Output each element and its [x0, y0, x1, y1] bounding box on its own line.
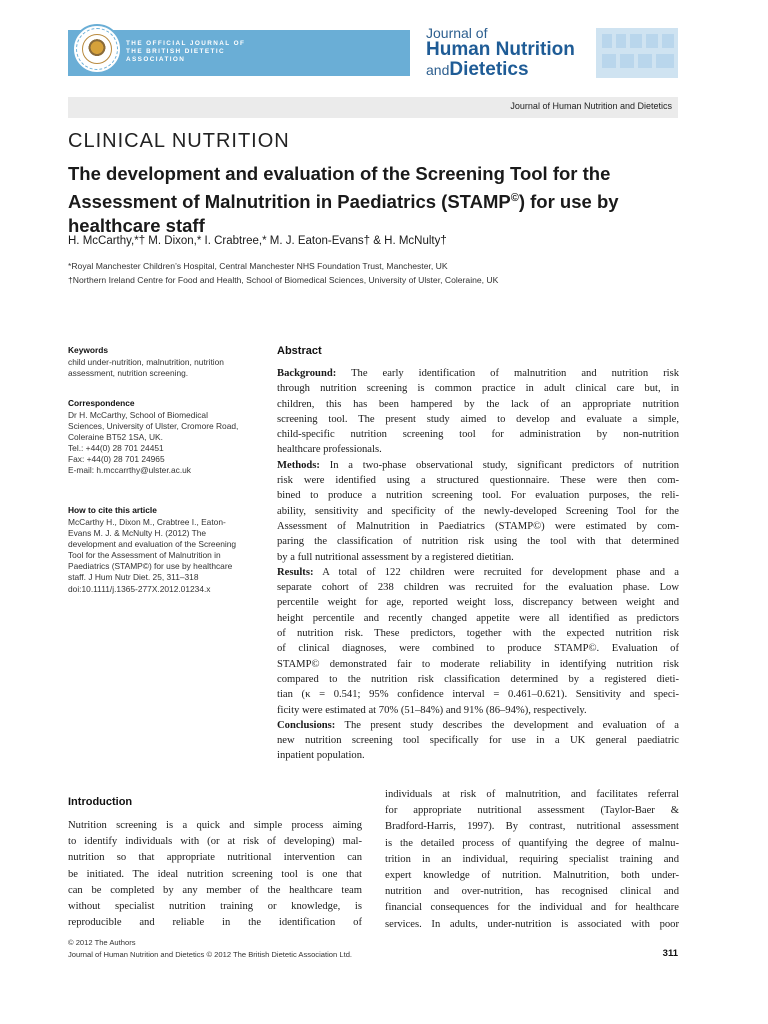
text-line: is the detailed process of quantifying the degree of malnu- — [385, 837, 679, 849]
journal-logo-line3: andDietetics — [426, 59, 529, 80]
text-line: risk were identified using a structured questionnaire. These were then com- — [277, 475, 679, 487]
journal-banner — [68, 24, 678, 82]
text-line: healthcare professionals. — [277, 444, 382, 456]
journal-logo — [426, 26, 606, 80]
text-line: nutrition and over-nutrition, has recognised clinical and — [385, 886, 679, 898]
text-line: screening tool. The present study aimed to develop and evaluate a simple, — [277, 413, 679, 425]
affiliation-2: †Northern Ireland Centre for Food and Health, School of Biomedical Sciences, University of Ulster, Coleraine, UK — [68, 275, 499, 285]
text-line: paring the classification of nutrition risk using the tool with that determined — [277, 536, 679, 548]
running-head-text: Journal of Human Nutrition and Dietetics — [510, 101, 672, 111]
text-line: individuals at risk of malnutrition, and facilitates referral — [385, 789, 679, 800]
copyright-line: © 2012 The Authors — [68, 938, 136, 947]
text-line: financial consequences for the individual and for healthcare — [385, 902, 679, 914]
keywords-list: child under-nutrition, malnutrition, nutrition assessment, nutrition screening. — [68, 357, 224, 379]
text-line: for appropriate nutritional assessment (Taylor-Baer & — [385, 805, 679, 817]
text-line: compared to the nutrition risk classification determined by a registered dieti- — [277, 673, 679, 685]
journal-watermark-graphic — [596, 28, 678, 78]
journal-copyright-line: Journal of Human Nutrition and Dietetics © 2012 The British Dietetic Association Ltd. — [68, 950, 353, 959]
text-line: can be completed by any member of the healthcare team — [68, 884, 362, 896]
article-title: The development and evaluation of the Screening Tool for the Assessment of Malnutrition in Paediatrics (STAMP©) for use by healthcare staff — [68, 163, 619, 237]
text-line: new nutrition screening tool specifically for use in a UK general paediatric — [277, 735, 679, 747]
cite-heading: How to cite this article — [68, 505, 157, 515]
text-line: by a full nutritional assessment by a registered dietitian. — [277, 551, 514, 563]
text-line: Assessment of Malnutrition in Paediatrics (STAMP©) were estimated by com- — [277, 520, 679, 532]
text-line: be initiated. The ideal nutrition screening tool is one that — [68, 868, 362, 880]
text-line: bined to produce a nutrition screening tool. For evaluation purposes, the reli- — [277, 490, 679, 502]
text-line: STAMP© demonstrated fair to moderate reliability in identifying nutrition risk — [277, 658, 679, 670]
text-line: services. In adults, under-nutrition is associated with poor — [385, 918, 679, 930]
page-number: 311 — [662, 948, 678, 959]
affiliation-1: *Royal Manchester Children’s Hospital, Central Manchester NHS Foundation Trust, Manchester, UK — [68, 261, 448, 271]
text-line: Nutrition screening is a quick and simple process aiming — [68, 820, 362, 831]
text-line: trition in an individual, requiring specialist training and — [385, 853, 679, 865]
text-line: to identify individuals with (or at risk of developing) mal- — [68, 836, 362, 848]
text-line: Conclusions: The present study describes the development and evaluation of a — [277, 719, 679, 731]
text-line: Results: A total of 122 children were recruited for development phase and a — [277, 566, 679, 578]
text-line: of nutrition risk. These predictors, together with the expected nutrition risk — [277, 628, 679, 640]
watermark-pattern-icon — [598, 28, 678, 78]
author-list: H. McCarthy,*† M. Dixon,* I. Crabtree,* M. J. Eaton-Evans† & H. McNulty† — [68, 235, 447, 247]
seal-crest — [82, 34, 112, 64]
abstract-heading: Abstract — [277, 345, 322, 357]
text-line: through nutrition screening is common practice in adult clinical care but, in — [277, 383, 679, 395]
body-column-right — [385, 787, 679, 933]
journal-logo-line1: Journal of — [426, 25, 488, 41]
association-text: THE OFFICIAL JOURNAL OF THE BRITISH DIETETIC ASSOCIATION — [126, 40, 246, 63]
text-line: ficity were estimated at 70% (51–84%) and 91% (86–94%), respectively. — [277, 704, 587, 716]
british-dietetic-association-seal-icon — [72, 24, 122, 74]
running-head — [68, 97, 678, 118]
doi-link[interactable]: doi:10.1111/j.1365-277X.2012.01234.x — [68, 583, 211, 594]
text-line: nutrition so that appropriate nutritional intervention can — [68, 852, 362, 864]
text-line: Methods: In a two-phase observational study, significant predictors of nutrition — [277, 459, 679, 471]
section-label: CLINICAL NUTRITION — [68, 130, 290, 152]
text-line: percentile weight for age, reported weight loss, discrepancy between weight and — [277, 597, 679, 609]
body-column-left — [68, 818, 362, 931]
introduction-heading: Introduction — [68, 796, 133, 808]
text-line: Background: The early identification of malnutrition and nutrition risk — [277, 368, 679, 379]
text-line: of clinical diagnoses, were combined to produce STAMP©. Evaluation of — [277, 643, 679, 655]
text-line: separate cohort of 238 children was recruited for the evaluation phase. Low — [277, 582, 679, 594]
abstract-body — [277, 366, 679, 764]
keywords-heading: Keywords — [68, 345, 109, 355]
text-line: reproducible and reliable in the identification of — [68, 917, 362, 929]
citation-block: McCarthy H., Dixon M., Crabtree I., Eaton- Evans M. J. & McNulty H. (2012) The development and evaluation of the Screening Tool for the Assessment of Malnutrition in Paediatrics (STAMP©) for use by healthcare staff. J Hum Nutr Diet. 25, 311–318 doi:10.1111/j.1365-277X.2012.01234.x — [68, 517, 268, 595]
correspondence-block: Dr H. McCarthy, School of Biomedical Sciences, University of Ulster, Cromore Road, Coleraine BT52 1SA, UK. Tel.: +44(0) 28 701 24451 Fax: +44(0) 28 701 24965 E-mail: h.mccarrthy@ulster.ac.uk — [68, 410, 268, 477]
text-line: Bradford-Harris, 1997). By contrast, nutritional assessment — [385, 821, 679, 833]
text-line: without specialist nutrition training or knowledge, is — [68, 900, 362, 912]
email-address[interactable]: E-mail: h.mccarrthy@ulster.ac.uk — [68, 465, 191, 476]
text-line: inpatient population. — [277, 750, 365, 762]
text-line: height percentile and recently changed appetite were all identified as predictors — [277, 612, 679, 624]
text-line: ability, sensitivity and specificity of the newly-developed Screening Tool for the — [277, 505, 679, 517]
text-line: children, this has been hampered by the lack of an appropriate nutrition — [277, 398, 679, 410]
text-line: tian (κ = 0.541; 95% confidence interval = 0.461–0.621). Sensitivity and speci- — [277, 689, 679, 701]
text-line: child-specific nutrition screening tool for administration by non-nutrition — [277, 429, 679, 441]
correspondence-heading: Correspondence — [68, 398, 135, 408]
journal-logo-line2: Human Nutrition — [426, 39, 575, 60]
text-line: expert knowledge of nutrition. Malnutrition, both under- — [385, 869, 679, 881]
